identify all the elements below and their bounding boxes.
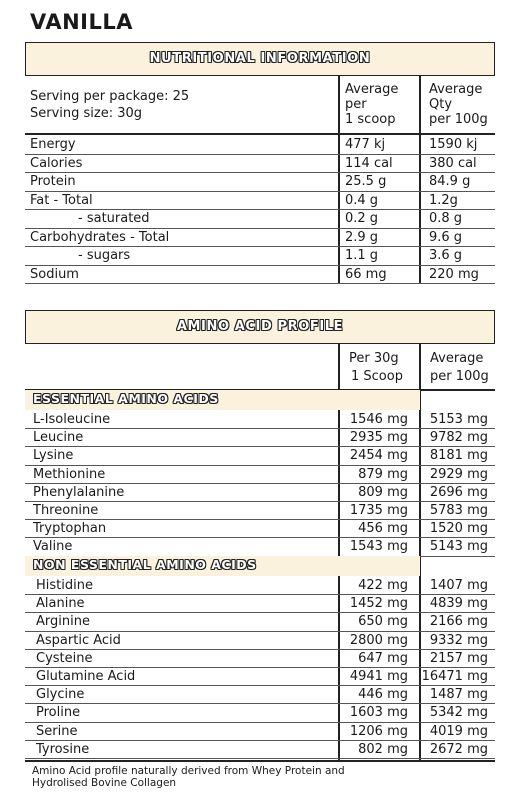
row-value-100g: 3.6 g xyxy=(429,248,463,263)
footnote-line2: Hydrolised Bovine Collagen xyxy=(32,777,177,789)
row-label: Aspartic Acid xyxy=(36,632,121,648)
nutrition-col1-header xyxy=(345,82,398,127)
row-value-serving: 1206 mg xyxy=(349,723,408,739)
row-value-serving: 2.9 g xyxy=(345,229,379,245)
footnote-line1: Amino Acid profile naturally derived from Whey Protein and xyxy=(32,765,345,777)
row-divider xyxy=(25,703,495,704)
row-value-serving: 456 mg xyxy=(358,521,408,537)
row-value-100g: 1407 mg xyxy=(429,578,488,593)
row-value-100g: 16471 mg xyxy=(421,669,488,684)
row-value-serving: 4941 mg xyxy=(349,669,408,684)
amino-col1-line2: 1 Scoop xyxy=(351,369,403,384)
amino-col1-header xyxy=(349,350,403,386)
amino-banner xyxy=(25,310,495,344)
col1-line2: per xyxy=(345,97,367,112)
row-value-serving: 879 mg xyxy=(358,466,408,482)
row-divider xyxy=(25,172,495,173)
row-value-100g: 2166 mg xyxy=(429,614,488,630)
row-value-serving: 422 mg xyxy=(358,578,408,593)
row-label: Lysine xyxy=(33,448,74,464)
nutrition-col2-header xyxy=(429,82,488,127)
row-value-100g: 1520 mg xyxy=(429,521,488,537)
row-value-serving: 2935 mg xyxy=(349,430,408,446)
row-label: Carbohydrates - Total xyxy=(30,229,170,245)
row-value-serving: 2454 mg xyxy=(349,448,408,464)
row-label: Methionine xyxy=(33,466,106,482)
row-label: Serine xyxy=(36,723,78,739)
row-value-serving: 1.1 g xyxy=(345,248,379,263)
amino-banner-title: AMINO ACID PROFILE xyxy=(176,319,344,334)
serving-package: Serving per package: 25 xyxy=(30,89,190,104)
row-label: Arginine xyxy=(36,614,90,630)
row-divider xyxy=(25,283,495,284)
row-divider xyxy=(25,649,495,650)
row-label: L-Isoleucine xyxy=(33,412,111,427)
row-value-100g: 9.6 g xyxy=(429,229,463,245)
row-value-serving: 1543 mg xyxy=(349,539,408,555)
footnote xyxy=(32,765,345,789)
row-value-100g: 1487 mg xyxy=(429,687,488,703)
serving-size: Serving size: 30g xyxy=(30,106,143,121)
nutrition-vline-2 xyxy=(419,76,421,284)
row-divider xyxy=(25,265,495,266)
col2-line2: Qty xyxy=(429,97,453,112)
row-divider xyxy=(25,501,495,502)
amino-col1-line1: Per 30g xyxy=(349,351,399,366)
row-label: Glutamine Acid xyxy=(36,669,136,684)
row-value-100g: 0.8 g xyxy=(429,211,463,226)
row-label: Threonine xyxy=(33,503,99,518)
row-value-serving: 1603 mg xyxy=(349,705,408,721)
row-label: - sugars xyxy=(78,248,131,263)
col2-line1: Average xyxy=(429,82,483,97)
row-label: Proline xyxy=(36,705,81,721)
row-value-serving: 446 mg xyxy=(358,687,408,703)
row-value-100g: 9782 mg xyxy=(429,430,488,446)
row-value-serving: 809 mg xyxy=(358,484,408,500)
nutrition-header-divider xyxy=(25,133,495,135)
row-value-100g: 84.9 g xyxy=(429,174,471,189)
row-divider xyxy=(25,483,495,484)
nonessential-bar xyxy=(25,556,420,576)
row-value-serving: 66 mg xyxy=(345,266,387,282)
row-value-100g: 2672 mg xyxy=(429,741,488,757)
bottom-line xyxy=(25,760,495,762)
row-label: Phenylalanine xyxy=(33,484,125,500)
row-divider xyxy=(25,228,495,229)
amino-col2-header xyxy=(430,350,489,386)
row-value-100g: 220 mg xyxy=(429,266,479,282)
row-value-serving: 114 cal xyxy=(345,155,393,171)
row-label: Tryptophan xyxy=(33,521,107,537)
row-divider xyxy=(25,594,495,595)
col1-line1: Average xyxy=(345,82,399,97)
row-value-100g: 2929 mg xyxy=(429,466,488,482)
row-label: Glycine xyxy=(36,687,85,703)
row-value-serving: 0.4 g xyxy=(345,192,379,208)
essential-title: ESSENTIAL AMINO ACIDS xyxy=(33,391,219,406)
row-value-serving: 802 mg xyxy=(358,741,408,757)
row-value-100g: 5143 mg xyxy=(429,539,488,555)
row-value-serving: 2800 mg xyxy=(349,632,408,648)
nutrition-banner xyxy=(25,42,495,76)
row-label: Calories xyxy=(30,155,83,171)
row-divider xyxy=(25,191,495,192)
row-value-serving: 0.2 g xyxy=(345,211,379,226)
row-value-serving: 647 mg xyxy=(358,650,408,666)
row-divider xyxy=(25,667,495,668)
row-divider xyxy=(25,246,495,247)
row-value-100g: 380 cal xyxy=(429,155,477,171)
nutrition-banner-title: NUTRITIONAL INFORMATION xyxy=(149,51,371,66)
nonessential-title: NON ESSENTIAL AMINO ACIDS xyxy=(33,557,257,572)
row-divider xyxy=(25,446,495,447)
row-label: Leucine xyxy=(33,430,84,446)
row-divider xyxy=(25,154,495,155)
row-divider xyxy=(25,631,495,632)
row-label: Energy xyxy=(30,137,76,152)
row-value-100g: 8181 mg xyxy=(429,448,488,464)
row-label: Protein xyxy=(30,174,76,189)
nutrition-vline-1 xyxy=(338,76,340,284)
row-value-100g: 2696 mg xyxy=(429,484,488,500)
row-label: Histidine xyxy=(36,578,93,593)
row-label: Sodium xyxy=(30,266,79,282)
amino-col2-line2: per 100g xyxy=(430,369,489,384)
row-value-serving: 1452 mg xyxy=(349,596,408,612)
row-value-100g: 4839 mg xyxy=(429,596,488,612)
row-divider xyxy=(25,519,495,520)
row-label: Valine xyxy=(33,539,73,555)
row-value-serving: 650 mg xyxy=(358,614,408,630)
row-label: Tyrosine xyxy=(36,741,90,757)
row-divider xyxy=(25,685,495,686)
row-divider xyxy=(25,758,495,759)
row-value-100g: 5153 mg xyxy=(429,412,488,427)
row-label: - saturated xyxy=(78,211,150,226)
row-divider xyxy=(25,209,495,210)
row-value-100g: 1.2g xyxy=(429,192,458,208)
row-value-100g: 1590 kj xyxy=(429,137,478,152)
row-label: Alanine xyxy=(36,596,85,612)
row-value-100g: 5342 mg xyxy=(429,705,488,721)
essential-bar xyxy=(25,390,420,410)
row-label: Cysteine xyxy=(36,650,93,666)
row-value-serving: 1735 mg xyxy=(349,503,408,518)
row-divider xyxy=(25,740,495,741)
row-value-serving: 477 kj xyxy=(345,137,386,152)
row-value-serving: 25.5 g xyxy=(345,174,387,189)
col1-line3: 1 scoop xyxy=(345,112,396,127)
col2-line3: per 100g xyxy=(429,112,488,127)
row-divider xyxy=(25,612,495,613)
row-value-serving: 1546 mg xyxy=(349,412,408,427)
row-value-100g: 9332 mg xyxy=(429,632,488,648)
row-value-100g: 2157 mg xyxy=(429,650,488,666)
row-value-100g: 5783 mg xyxy=(429,503,488,518)
row-divider xyxy=(25,465,495,466)
row-divider xyxy=(25,537,495,538)
row-divider xyxy=(25,428,495,429)
row-divider xyxy=(25,722,495,723)
row-label: Fat - Total xyxy=(30,192,93,208)
amino-col2-line1: Average xyxy=(430,351,484,366)
product-title: VANILLA xyxy=(30,10,133,34)
row-value-100g: 4019 mg xyxy=(429,723,488,739)
